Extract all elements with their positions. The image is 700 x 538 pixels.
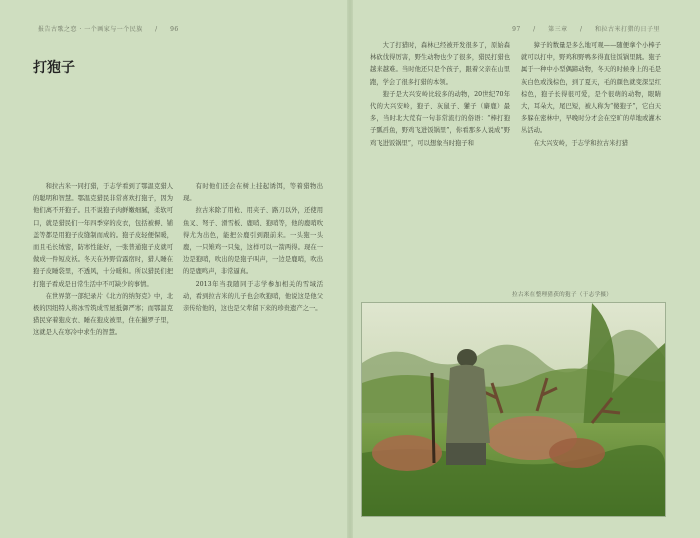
left-page-column-2 [183, 181, 323, 521]
paragraph: 2013年当我随同于志学参加相关的雪域活动，看到拉古米的儿子也会吹狍哨，他说这是他父亲传给他的，这也是父辈留下来的珍贵遗产之一。 [183, 280, 323, 313]
left-page-number: 96 [170, 26, 179, 33]
paragraph: 有时他们还会在树上挂起诱饵，等着猎物出现。 [183, 183, 323, 203]
left-running-header [33, 24, 184, 33]
paragraph: 拉古米除了用枪、用夹子、路刀以外，还使用鱼叉、弩子、滑雪板、鹿哨、狍哨等，他的鹿哨吹得尤为出色，能把公鹿引到跟前来。一头狍一头鹿，一只雉鸡一只兔，这样可以一箭两得。现在一边是狍哨，吹出的是狍子叫声，一边是鹿哨，吹出的是鹿鸣声，非常逼真。 [183, 207, 323, 276]
paragraph: 大了打猎时，森林已经被开发很多了，原始森林砍伐得厉害，野生动物也少了很多，猎民打猎也越来越难。当时他还只是个孩子，跟着父亲在山里跑，学会了很多打猎的本领。 [370, 42, 510, 86]
right-page-number: 97 [512, 26, 521, 33]
right-page-column-2 [521, 40, 661, 270]
right-header-title: 和拉古米打猎的日子里 [594, 26, 660, 33]
left-header-separator: / [155, 26, 158, 33]
paragraph: 在大兴安岭，于志学和拉古米打猎 [533, 139, 629, 147]
hunting-photo-illustration [362, 303, 665, 516]
page-gutter [347, 0, 353, 538]
left-page-column-1 [33, 181, 173, 521]
paragraph: 在世界第一部纪录片《北方的纳努克》中，北极的因纽特人将冰雪筑成雪屋抵御严寒；而鄂温克猎民穿着狍皮衣、睡在狍皮被里，住在撮罗子里，这就是人在寒冷中求生的智慧。 [33, 292, 173, 337]
paragraph: 獐子的数量是多么地可观——随便拿个小棒子就可以打中，野鸡和野鸭多得直往饭锅里跳。狍子属于一种中小型偶蹄动物，冬天的时候身上的毛是灰白色或浅棕色，到了夏天，毛的颜色就变深呈红棕色，狍子长得很可爱，是个很萌的动物，眼睛大，耳朵大，尾巴短，被人称为“傻狍子”，它白天多躲在密林中，早晚时分才会在空旷的草地或灌木丛活动。 [521, 42, 661, 135]
right-header-separator-2: / [580, 26, 583, 33]
paragraph: 狍子是大兴安岭比较多的动物，20世纪70年代的大兴安岭，狍子、灰鼠子、獾子（麝鹿）最多，当时北大荒有一句非常流行的俗语：“棒打狍子瓢舀鱼，野鸡飞进饭锅里”，你看那多人说成“野鸡飞进饭锅里”，可以想象当时狍子和 [370, 90, 510, 147]
right-header-chapter: 第三章 [548, 26, 568, 33]
right-page-column-1 [370, 40, 510, 270]
paragraph: 和拉古米一同打猎，于志学看到了鄂温克猎人的聪明和智慧。鄂温克猎民非常喜欢打狍子，因为他们离不开狍子。且不说狍子肉鲜嫩细腻，柔软可口，就是猎民们一年四季穿的皮衣，包括被褥、铺盖等都是用狍子皮缝制而成的。狍子皮轻便保暖，而且毛长绒密，防寒性能好，一张普通狍子皮就可做成一件短皮袄。冬天在外野营露宿时，猎人睡在狍子皮睡袋里，不透风，十分暖和。所以猎民们把打狍子看成是日常生活中不可缺少的事情。 [33, 183, 173, 288]
right-running-header [507, 24, 665, 33]
photo-caption: 拉古米在整理猎获的狍子（于志学摄） [512, 292, 613, 298]
hunting-photo [361, 302, 666, 517]
left-header-title: 报告古歌之恋 · 一个画家与一个民族 [38, 26, 143, 33]
section-title: 打狍子 [33, 60, 75, 76]
right-header-separator-1: / [533, 26, 536, 33]
